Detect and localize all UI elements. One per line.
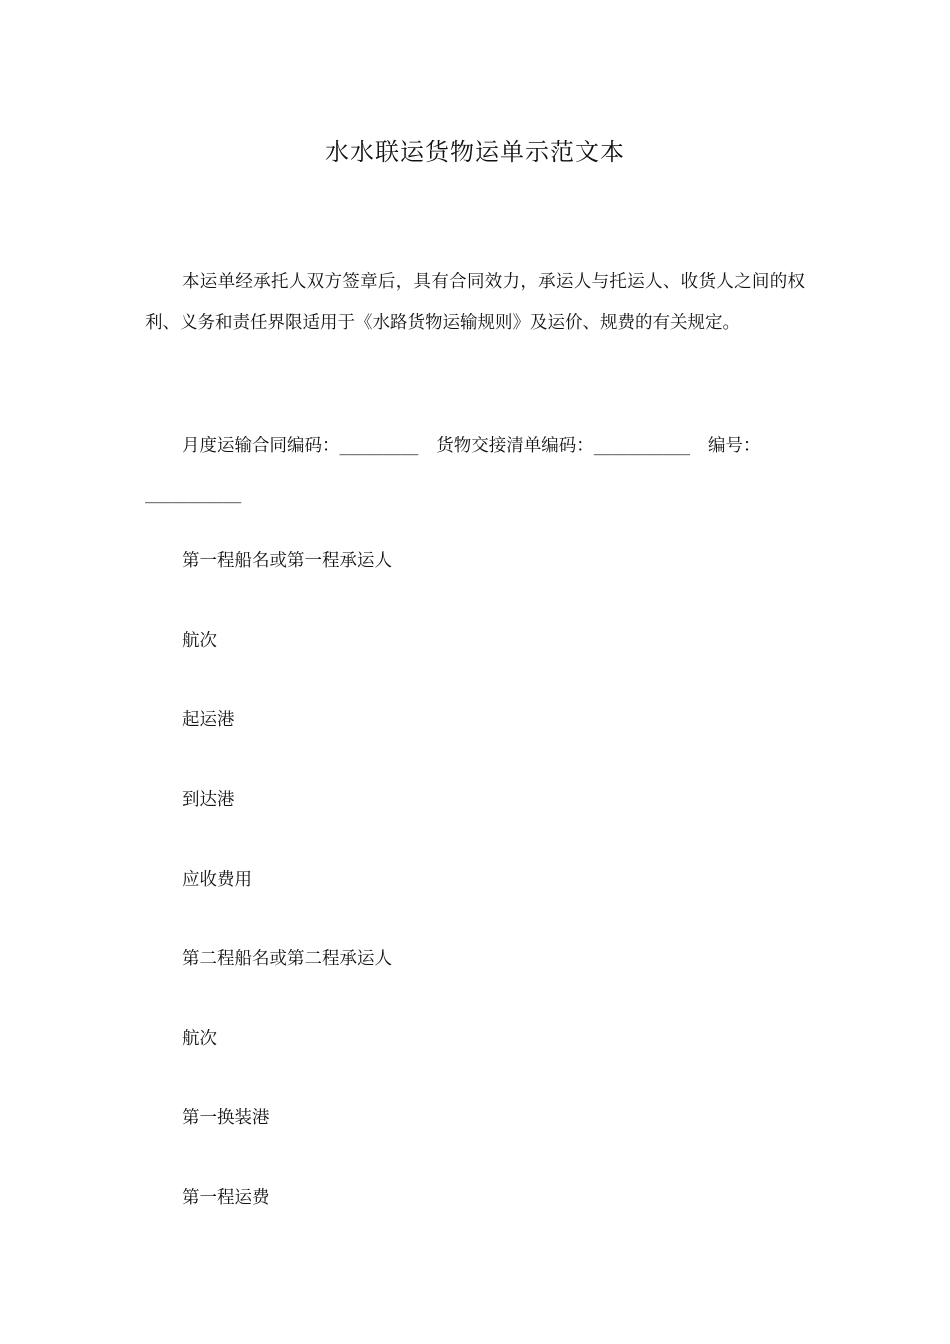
monthly-contract-blank: _________: [339, 436, 419, 456]
field-receivable-fees: 应收费用: [182, 870, 252, 890]
field-first-transfer-port: 第一换装港: [182, 1108, 270, 1128]
field-voyage-2: 航次: [182, 1029, 217, 1049]
monthly-contract-label: 月度运输合同编码：: [182, 436, 340, 456]
field-first-leg-ship: 第一程船名或第一程承运人: [182, 551, 392, 571]
intro-paragraph: 本运单经承托人双方签章后，具有合同效力，承运人与托运人、收货人之间的权利、义务和责任界限适用于《水路货物运输规则》及运价、规费的有关规定。: [145, 272, 805, 333]
field-destination-port: 到达港: [182, 790, 235, 810]
number-label: 编号：: [708, 436, 761, 456]
field-voyage-1: 航次: [182, 631, 217, 651]
code-line: [145, 422, 805, 518]
cargo-list-label: 货物交接清单编码：: [436, 436, 594, 456]
field-second-leg-ship: 第二程船名或第二程承运人: [182, 949, 392, 969]
field-origin-port: 起运港: [182, 710, 235, 730]
number-blank: ___________: [145, 484, 242, 504]
document-title: 水水联运货物运单示范文本: [325, 138, 625, 166]
field-first-leg-freight: 第一程运费: [182, 1188, 270, 1208]
cargo-list-blank: ___________: [593, 436, 690, 456]
